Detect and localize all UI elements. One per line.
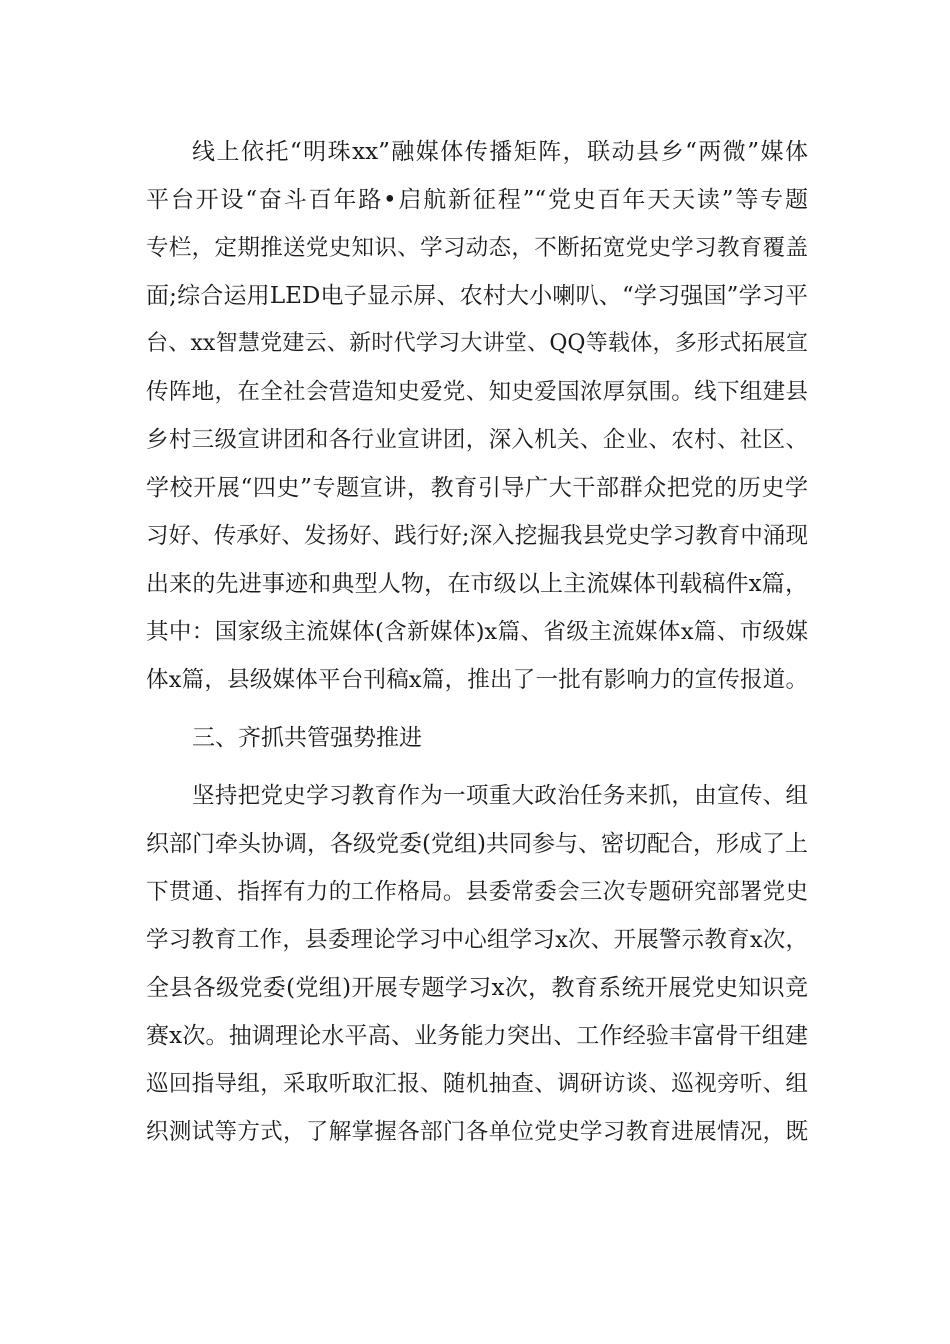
paragraph-line: 下贯通、指挥有力的工作格局。县委常委会三次专题研究部署党史	[146, 879, 808, 905]
paragraph-line: 面;综合运用LED电子显示屏、农村大小喇叭、“学习强国”学习平	[146, 283, 808, 309]
paragraph-line: 巡回指导组，采取听取汇报、随机抽查、调研访谈、巡视旁听、组	[146, 1071, 808, 1097]
paragraph-line: 专栏，定期推送党史知识、学习动态，不断拓宽党史学习教育覆盖	[146, 235, 808, 261]
paragraph-line: 乡村三级宣讲团和各行业宣讲团，深入机关、企业、农村、社区、	[146, 427, 808, 453]
paragraph-line: 习好、传承好、发扬好、践行好;深入挖掘我县党史学习教育中涌现	[146, 523, 808, 549]
paragraph-line: 织部门牵头协调，各级党委(党组)共同参与、密切配合，形成了上	[146, 831, 808, 857]
paragraph-line: 体x篇，县级媒体平台刊稿x篇，推出了一批有影响力的宣传报道。	[146, 667, 808, 693]
paragraph-line: 其中：国家级主流媒体(含新媒体)x篇、省级主流媒体x篇、市级媒	[146, 619, 808, 645]
paragraph-line: 赛x次。抽调理论水平高、业务能力突出、工作经验丰富骨干组建	[146, 1023, 808, 1049]
paragraph-line: 台、xx智慧党建云、新时代学习大讲堂、QQ等载体，多形式拓展宣	[146, 331, 808, 356]
paragraph-line: 全县各级党委(党组)开展专题学习x次，教育系统开展党史知识竞	[146, 975, 808, 1001]
paragraph-line: 平台开设“奋斗百年路•启航新征程”“党史百年天天读”等专题	[146, 187, 808, 213]
paragraph-line: 织测试等方式，了解掌握各部门各单位党史学习教育进展情况，既	[146, 1119, 808, 1145]
paragraph-line: 出来的先进事迹和典型人物，在市级以上主流媒体刊载稿件x篇，	[146, 571, 808, 597]
paragraph-line: 学习教育工作，县委理论学习中心组学习x次、开展警示教育x次，	[146, 927, 808, 953]
paragraph-line: 传阵地，在全社会营造知史爱党、知史爱国浓厚氛围。线下组建县	[146, 379, 808, 405]
paragraph-line: 坚持把党史学习教育作为一项重大政治任务来抓，由宣传、组	[192, 783, 808, 809]
section-heading: 三、齐抓共管强势推进	[192, 725, 422, 751]
paragraph-line: 学校开展“四史”专题宣讲，教育引导广大干部群众把党的历史学	[146, 475, 808, 501]
paragraph-line: 线上依托“明珠xx”融媒体传播矩阵，联动县乡“两微”媒体	[192, 139, 808, 165]
